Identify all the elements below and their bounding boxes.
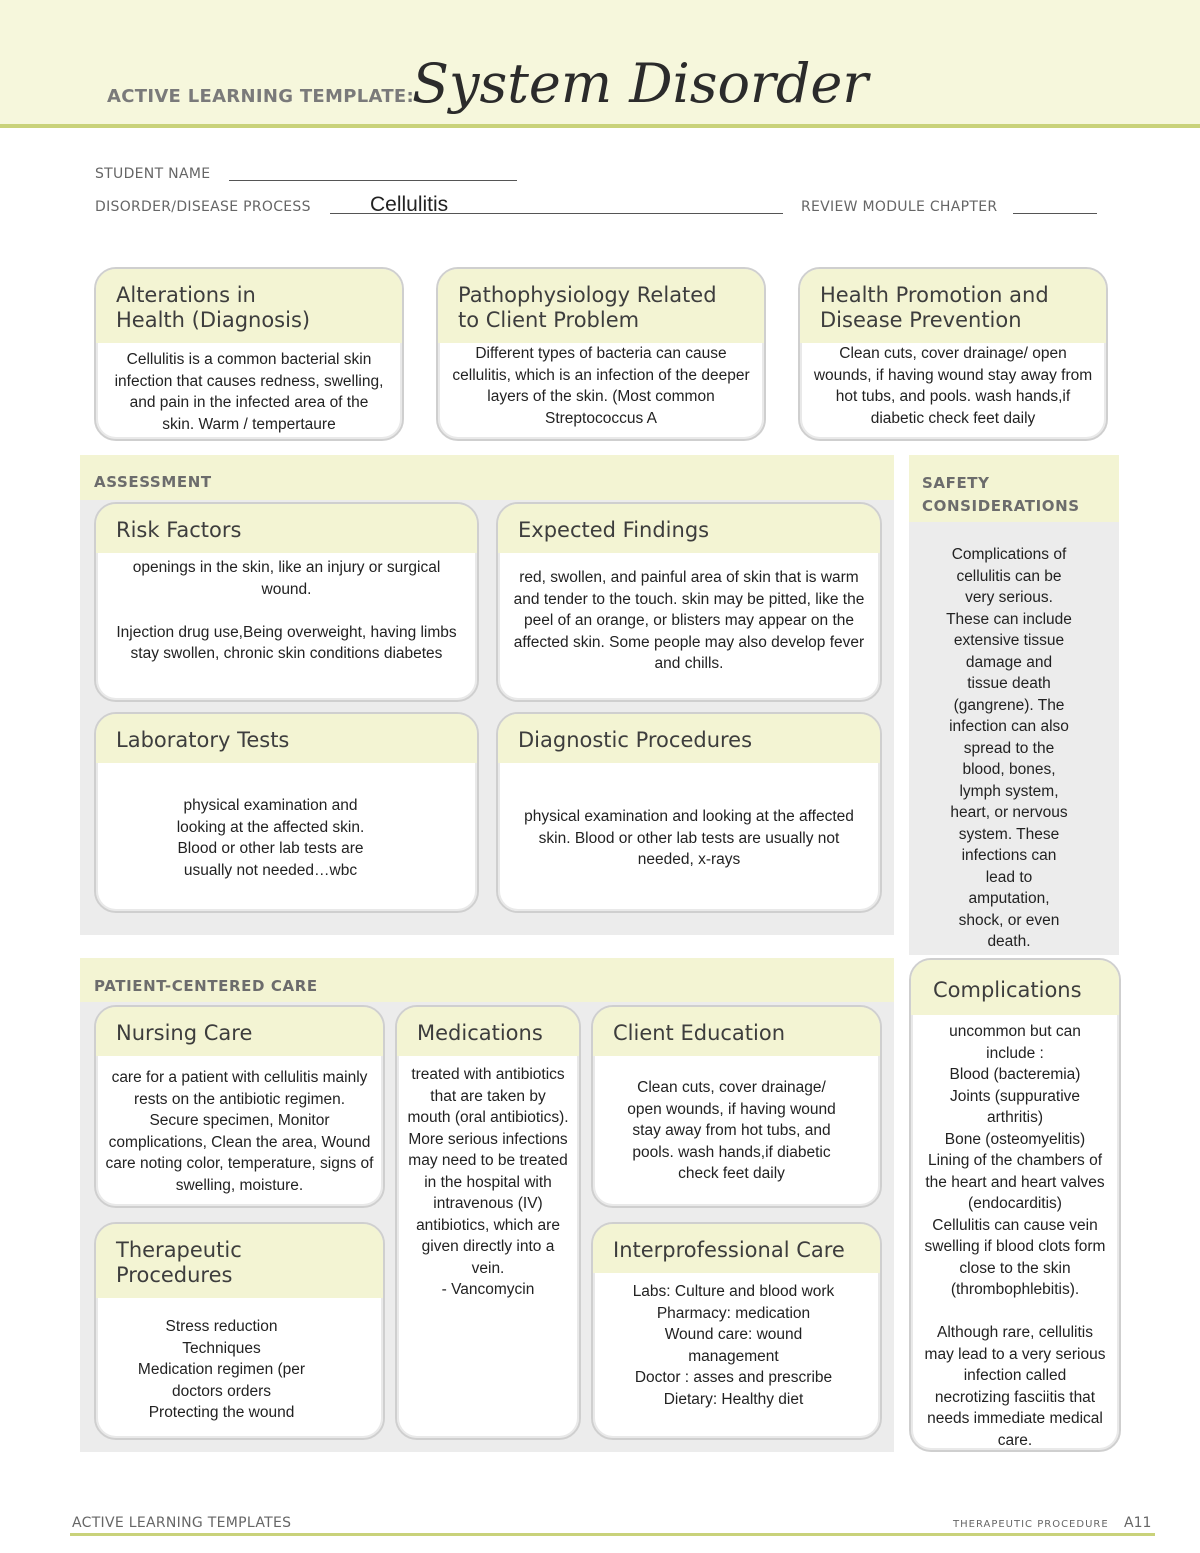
alterations-title: Alterations in Health (Diagnosis) [96,269,402,343]
page-title: System Disorder [412,52,869,115]
interprofessional-care-title: Interprofessional Care [593,1224,880,1273]
therapeutic-procedures-body[interactable]: Stress reduction Techniques Medication regimen (per doctors orders Protecting the wound [137,1318,306,1421]
therapeutic-procedures-title: Therapeutic Procedures [96,1224,383,1298]
review-module-field[interactable] [1013,213,1097,214]
student-name-field[interactable] [229,180,517,181]
complications-body[interactable]: uncommon but can include : Blood (bacteremia) Joints (suppurative arthritis) Bone (osteomyelitis) Lining of the chambers of the heart and heart valves (endocarditis) Cellulitis can cause vein swelling if blood clots form close to the skin (thrombophlebitis). Although rare, cellulitis may lead to a very serious infection called necrotizing fasciitis that needs immediate medical care. [924,1023,1106,1449]
interprofessional-care-body[interactable]: Labs: Culture and blood work Pharmacy: medication Wound care: wound management Doctor : asses and prescribe Dietary: Healthy diet [632,1283,835,1408]
safety-body[interactable]: Complications of cellulitis can be very serious. These can include extensive tissue damage and tissue death (gangrene). The infection can also spread to the blood, bones, lymph system, heart, or nervous system. These infections can lead to amputation, shock, or even death. [946,546,1072,950]
interprofessional-care-card [591,1222,882,1440]
template-prefix: ACTIVE LEARNING TEMPLATE: [107,86,414,107]
footer-right-label: THERAPEUTIC PROCEDURE [953,1519,1109,1530]
safety-label: SAFETY CONSIDERATIONS [922,474,1080,515]
pathophysiology-title: Pathophysiology Related to Client Problem [438,269,764,343]
risk-factors-body[interactable]: openings in the skin, like an injury or surgical wound. Injection drug use,Being overweight, having limbs stay swollen, chronic skin conditions diabetes [116,559,457,662]
pathophysiology-card [436,267,766,441]
laboratory-tests-title: Laboratory Tests [96,714,477,763]
pathophysiology-body[interactable]: Different types of bacteria can cause cellulitis, which is an infection of the deeper layers of the skin. (Most common Streptococcus A [452,345,750,427]
page-number: A11 [1124,1515,1152,1531]
student-name-label: STUDENT NAME [95,166,211,182]
disorder-label: DISORDER/DISEASE PROCESS [95,199,311,215]
medications-body[interactable]: treated with antibiotics that are taken by mouth (oral antibiotics). More serious infections may need to be treated in the hospital with intravenous (IV) antibiotics, which are given directly into a vein. - Vancomycin [407,1066,569,1298]
laboratory-tests-card [94,712,479,913]
diagnostic-procedures-card [496,712,882,913]
nursing-care-title: Nursing Care [96,1007,383,1056]
medications-title: Medications [397,1007,579,1056]
footer-rule [70,1533,1155,1536]
health-promotion-title: Health Promotion and Disease Prevention [800,269,1106,343]
alterations-card [94,267,404,441]
nursing-care-card [94,1005,385,1208]
nursing-care-body[interactable]: care for a patient with cellulitis mainly rests on the antibiotic regimen. Secure specimen, Monitor complications, Clean the area, Wound care noting color, temperature, signs of swelling, moisture. [105,1069,374,1194]
risk-factors-title: Risk Factors [96,504,477,553]
client-education-card [591,1005,882,1208]
expected-findings-card [496,502,882,702]
client-education-title: Client Education [593,1007,880,1056]
complications-title: Complications [911,960,1119,1015]
assessment-label: ASSESSMENT [94,473,212,491]
medications-card [395,1005,581,1440]
health-promotion-card [798,267,1108,441]
patient-care-label: PATIENT-CENTERED CARE [94,977,318,995]
laboratory-tests-body[interactable]: physical examination and looking at the affected skin. Blood or other lab tests are usually not needed…wbc [176,797,365,879]
risk-factors-card [94,502,479,702]
expected-findings-title: Expected Findings [498,504,880,553]
client-education-body[interactable]: Clean cuts, cover drainage/ open wounds, if having wound stay away from hot tubs, and pools. wash hands,if diabetic check feet daily [627,1079,836,1182]
disorder-value: Cellulitis [370,193,449,216]
health-promotion-body[interactable]: Clean cuts, cover drainage/ open wounds, if having wound stay away from hot tubs, and pools. wash hands,if diabetic check feet daily [813,345,1093,427]
expected-findings-body[interactable]: red, swollen, and painful area of skin that is warm and tender to the touch. skin may be pitted, like the peel of an orange, or blisters may appear on the affected skin. Some people may also develop fever and chills. [513,569,865,672]
diagnostic-procedures-body[interactable]: physical examination and looking at the affected skin. Blood or other lab tests are usually not needed, x-rays [524,808,854,868]
therapeutic-procedures-card [94,1222,385,1440]
header-rule [0,124,1200,128]
footer-left-label: ACTIVE LEARNING TEMPLATES [72,1515,292,1531]
complications-card [909,958,1121,1452]
diagnostic-procedures-title: Diagnostic Procedures [498,714,880,763]
review-module-label: REVIEW MODULE CHAPTER [801,199,998,215]
alterations-body[interactable]: Cellulitis is a common bacterial skin infection that causes redness, swelling, and pain in the infected area of the skin. Warm / tempertaure [114,351,384,433]
